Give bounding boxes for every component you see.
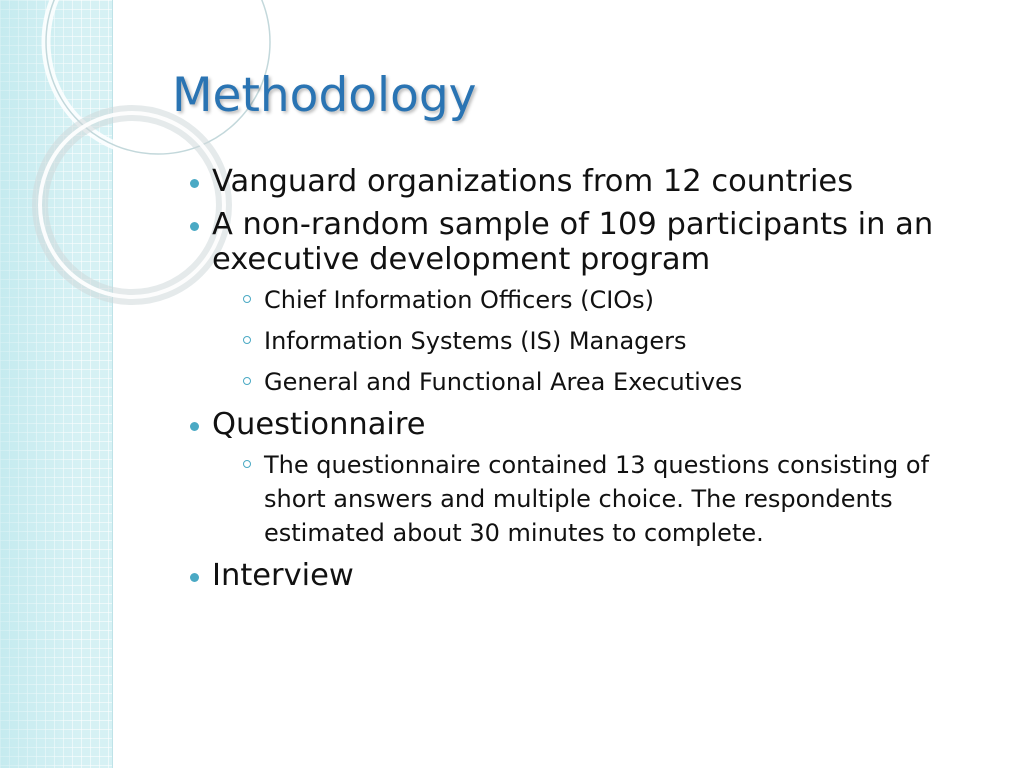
sub-bullet-list [212,448,990,550]
bullet-text: Interview [212,558,354,593]
sub-bullet-item [243,324,990,358]
bullet-dot-icon [190,179,199,188]
bullet-dot-icon [190,573,199,582]
bullet-list [190,164,990,601]
bullet-text: Questionnaire [212,407,426,442]
bullet-item [190,558,990,593]
sub-bullet-text: Chief Information Officers (CIOs) [264,286,655,314]
sub-bullet-text: General and Functional Area Executives [264,368,743,396]
bullet-dot-icon [190,422,199,431]
sub-bullet-text: The questionnaire contained 13 questions consisting of short answers and multiple choice. The respondents estimated about 30 minutes to complete. [264,451,930,547]
sub-bullet-list [212,283,990,399]
slide-title: Methodology [172,68,477,123]
bullet-text: Vanguard organizations from 12 countries [212,164,854,199]
bullet-dot-icon [190,222,199,231]
sub-bullet-item [243,283,990,317]
bullet-ring-icon [243,336,251,344]
bullet-item [190,164,990,199]
bullet-item [190,407,990,550]
bullet-ring-icon [243,460,251,468]
bullet-item [190,207,990,399]
bullet-ring-icon [243,377,251,385]
sub-bullet-text: Information Systems (IS) Managers [264,327,687,355]
bullet-ring-icon [243,295,251,303]
sub-bullet-item [243,365,990,399]
sub-bullet-item [243,448,990,550]
bullet-text: A non-random sample of 109 participants in an executive development program [212,207,934,277]
